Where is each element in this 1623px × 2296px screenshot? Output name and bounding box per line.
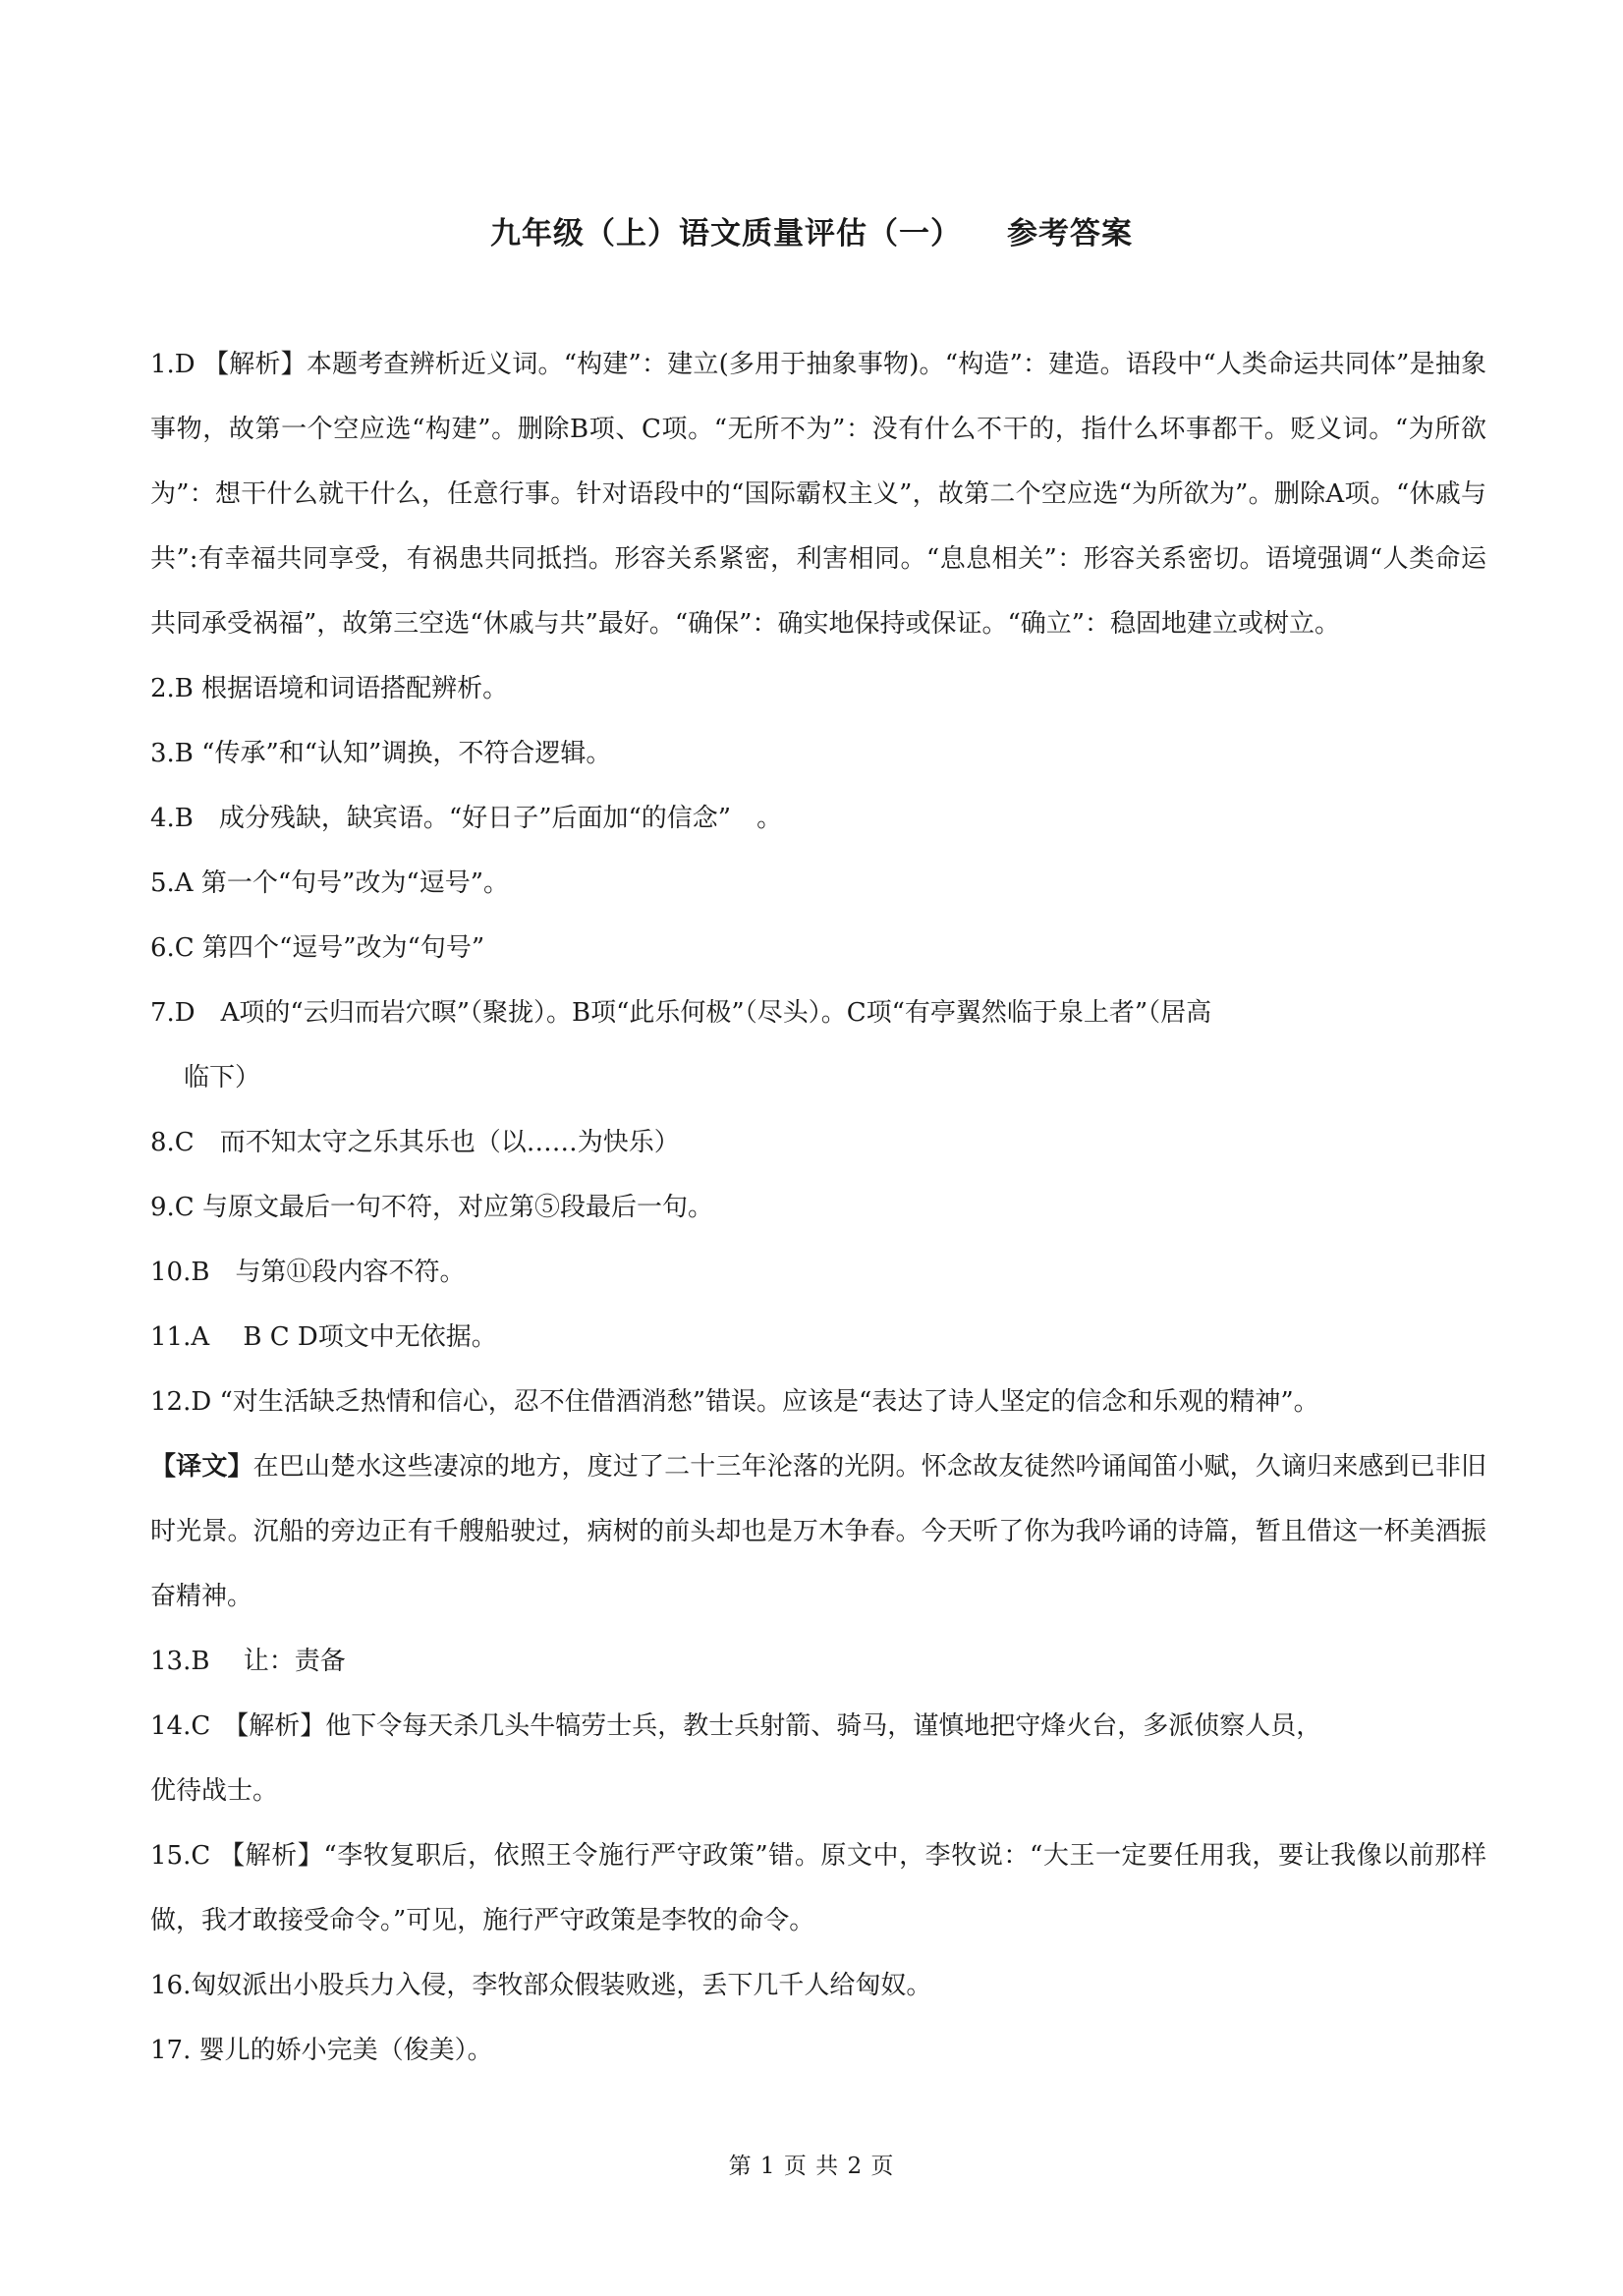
answer-14-line1: 14.C 【解析】他下令每天杀几头牛犒劳士兵，教士兵射箭、骑马，谨慎地把守烽火台，多派侦察人员， xyxy=(150,1711,1322,1741)
answer-11: 11.A B C D项文中无依据。 xyxy=(150,1322,497,1352)
answer-8: 8.C 而不知太守之乐其乐也（以……为快乐） xyxy=(150,1128,680,1157)
translation xyxy=(150,1434,1486,1629)
translation-label: 【译文】 xyxy=(150,1452,253,1482)
answer-3: 3.B “传承”和“认知”调换，不符合逻辑。 xyxy=(150,739,612,768)
answer-14-line2: 优待战士。 xyxy=(150,1776,279,1806)
answer-4: 4.B 成分残缺，缺宾语。“好日子”后面加“的信念” 。 xyxy=(150,804,783,833)
answer-17: 17. 婴儿的娇小完美（俊美）。 xyxy=(150,2036,493,2065)
translation-text: 在巴山楚水这些凄凉的地方，度过了二十三年沦落的光阴。怀念故友徒然吟诵闻笛小赋，久谪归来感到已非旧时光景。沉船的旁边正有千艘船驶过，病树的前头却也是万木争春。今天听了你为我吟诵的诗篇，暂且借这一杯美酒振奋精神。 xyxy=(150,1452,1486,1611)
answer-6: 6.C 第四个“逗号”改为“句号” xyxy=(150,933,485,963)
answer-5: 5.A 第一个“句号”改为“逗号”。 xyxy=(150,868,510,898)
page-footer: 第 1 页 共 2 页 xyxy=(728,2154,895,2179)
answer-2: 2.B 根据语境和词语搭配辨析。 xyxy=(150,674,509,703)
answer-15: 15.C 【解析】“李牧复职后，依照王令施行严守政策”错。原文中，李牧说：“大王一定要任用我，要让我像以前那样做，我才敢接受命令。”可见，施行严守政策是李牧的命令。 xyxy=(150,1841,1486,1935)
answer-7-line2: 临下） xyxy=(184,1063,261,1092)
title-main: 九年级（上）语文质量评估（一） xyxy=(490,216,962,252)
answer-7-line1: 7.D A项的“云归而岩穴暝”（聚拢）。B项“此乐何极”（尽头）。C项“有亭翼然临于泉上者”（居高 xyxy=(150,998,1212,1028)
answer-list xyxy=(150,332,1486,2083)
answer-9: 9.C 与原文最后一句不符，对应第⑤段最后一句。 xyxy=(150,1193,713,1222)
answer-16: 16.匈奴派出小股兵力入侵，李牧部众假装败逃，丢下几千人给匈奴。 xyxy=(150,1971,932,2000)
title-sub: 参考答案 xyxy=(1007,216,1133,252)
answer-12: 12.D “对生活缺乏热情和信心，忍不住借酒消愁”错误。应该是“表达了诗人坚定的信念和乐观的精神”。 xyxy=(150,1387,1319,1417)
answer-13: 13.B 让：责备 xyxy=(150,1647,346,1676)
page-title xyxy=(0,208,1623,252)
answer-10: 10.B 与第⑪段内容不符。 xyxy=(150,1258,466,1287)
answer-1: 1.D 【解析】本题考查辨析近义词。“构建”：建立(多用于抽象事物)。“构造”：建造。语段中“人类命运共同体”是抽象事物，故第一个空应选“构建”。删除B项、C项。“无所不为”：没有什么不干的，指什么坏事都干。贬义词。“为所欲为”：想干什么就干什么，任意行事。针对语段中的“国际霸权主义”，故第二个空应选“为所欲为”。删除A项。“休戚与共”:有幸福共同享受，有祸患共同抵挡。形容关系紧密，利害相同。“息息相关”：形容关系密切。语境强调“人类命运共同承受祸福”，故第三空选“休戚与共”最好。“确保”：确实地保持或保证。“确立”：稳固地建立或树立。 xyxy=(150,350,1486,639)
